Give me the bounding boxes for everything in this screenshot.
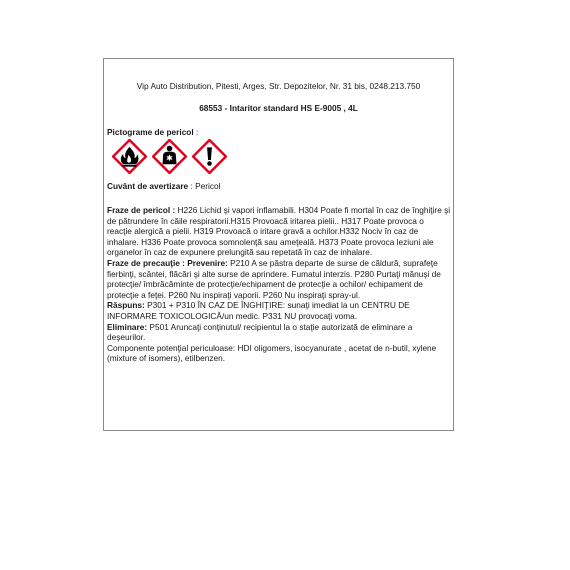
hazardous-components: Componente potenţial periculoase: HDI oligomers, isocyanurate , acetat de n-butil, xylene (mixture of isomers), etilbenzen. bbox=[107, 342, 437, 364]
hazard-statements: Fraze de pericol : H226 Lichid şi vapori inflamabili. H304 Poate fi mortal în caz de înghiţire şi de pătrundere în căile respiratorii.H315 Provoacă iritarea pielii.. H317 Poate provoca o reacţie alergică a pielii. H319 Provoacă o iritare gravă a ochilor.H332 Nociv în caz de inhalare. H336 Poate provoca somnolenţă sau ameţeală. H373 Poate provoca leziuni ale organelor în caz de expunere prelungită sau repetată în caz de inhalare. bbox=[107, 205, 451, 258]
product-title: 68553 - Intaritor standard HS E-9005 , 4L bbox=[199, 103, 358, 113]
response-statements: Răspuns: P301 + P310 ÎN CAZ DE ÎNGHIŢIRE: sunaţi imediat la un CENTRU DE INFORMARE TOXICOLOGICĂ/un medic. P331 NU provocaţi voma. bbox=[107, 300, 410, 321]
flame-pictogram-icon bbox=[112, 139, 147, 174]
pictogram-row bbox=[112, 139, 232, 177]
signal-word: Cuvânt de avertizare : Pericol bbox=[107, 181, 221, 191]
label-body bbox=[107, 205, 451, 364]
disposal-statements: Eliminare: P501 Aruncaţi conţinutul/ recipientul la o staţie autorizată de eliminare a deşeurilor. bbox=[107, 321, 413, 343]
supplier-info: Vip Auto Distribution, Pitesti, Arges, Str. Depozitelor, Nr. 31 bis, 0248.213.750 bbox=[136, 81, 421, 91]
safety-label bbox=[103, 58, 454, 431]
exclamation-pictogram-icon bbox=[192, 139, 227, 174]
precaution-statements: Fraze de precauţie : Prevenire: P210 A se păstra departe de surse de căldură, suprafeţe fierbinţi, scântei, flăcări şi alte surse de aprindere. Fumatul interzis. P280 Purtaţi mănuşi de protecţie/ îmbrăcăminte de protecţie/echipament de protecţie a ochilor/ echipament de protecţie a feţei. P260 Nu inspiraţi vaporii. P260 Nu inspiraţi spray-ul. bbox=[107, 257, 441, 300]
signal-word-value: Pericol bbox=[195, 181, 221, 191]
pictograms-heading: Pictograme de pericol : bbox=[107, 127, 199, 137]
health-hazard-pictogram-icon bbox=[152, 139, 187, 174]
